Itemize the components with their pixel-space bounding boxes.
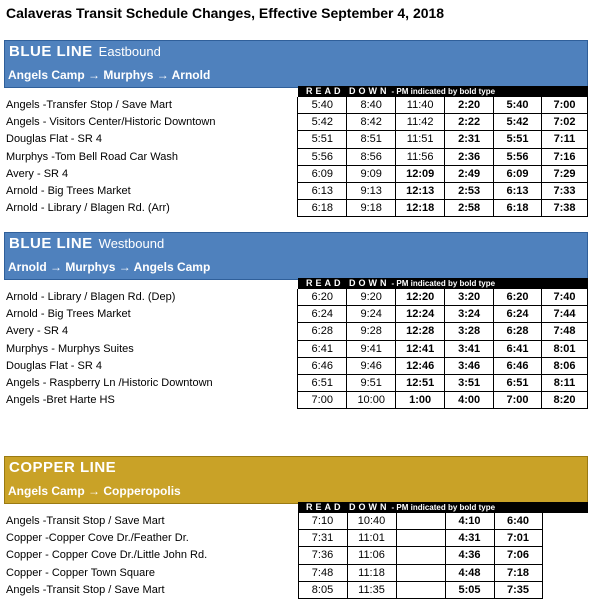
stop-name: Copper - Copper Cove Dr./Little John Rd. — [6, 549, 208, 562]
route-stop: Angels Camp — [133, 260, 211, 274]
departure-time: 9:13 — [347, 182, 396, 199]
schedule-row — [4, 97, 588, 114]
stop-name: Murphys - Murphys Suites — [6, 342, 134, 355]
departure-time: 8:01 — [542, 340, 588, 357]
departure-time: 8:06 — [542, 357, 588, 374]
departure-time: 6:24 — [298, 306, 347, 323]
route-stop: Arnold — [171, 68, 211, 82]
departure-time: 12:13 — [396, 182, 445, 199]
departure-time: 6:46 — [494, 357, 542, 374]
departure-time: 6:51 — [494, 374, 542, 391]
departure-time: 2:31 — [445, 131, 494, 148]
departure-time: 7:38 — [542, 200, 588, 217]
departure-time: 12:24 — [396, 306, 445, 323]
departure-time: 4:00 — [445, 392, 494, 409]
copper-line-section — [4, 456, 588, 606]
departure-time — [542, 530, 588, 547]
departure-time: 9:09 — [347, 165, 396, 182]
schedule-row — [4, 340, 588, 357]
departure-time: 8:40 — [347, 97, 396, 114]
arrow-right-icon: → — [118, 260, 131, 274]
departure-time: 9:24 — [347, 306, 396, 323]
departure-time: 6:41 — [494, 340, 542, 357]
stop-name: Angels - Visitors Center/Historic Downtown — [6, 116, 216, 129]
schedule-row — [4, 148, 588, 165]
stop-name: Copper - Copper Town Square — [6, 566, 155, 579]
read-down-note: - PM indicated by bold type — [391, 279, 496, 288]
departure-time — [396, 513, 445, 530]
departure-time: 4:36 — [445, 547, 494, 564]
stop-name: Avery - SR 4 — [6, 167, 69, 180]
departure-time: 8:51 — [347, 131, 396, 148]
line-name: BLUE LINE — [9, 235, 93, 252]
schedule-row — [4, 306, 588, 323]
departure-time: 2:58 — [445, 200, 494, 217]
departure-time — [542, 581, 588, 598]
departure-time: 8:20 — [542, 392, 588, 409]
section-header-band — [4, 456, 588, 504]
departure-time: 4:10 — [445, 513, 494, 530]
departure-time: 7:06 — [494, 547, 542, 564]
schedule-row — [4, 392, 588, 409]
departure-time: 9:18 — [347, 200, 396, 217]
schedule-row — [4, 289, 588, 306]
read-down-label: READ DOWN — [306, 502, 390, 512]
departure-time: 6:51 — [298, 374, 347, 391]
departure-time: 8:56 — [347, 148, 396, 165]
schedule-table — [4, 97, 588, 217]
departure-time — [542, 513, 588, 530]
schedule-row — [4, 131, 588, 148]
departure-time: 7:00 — [298, 392, 347, 409]
departure-time: 8:11 — [542, 374, 588, 391]
route-label — [5, 479, 587, 503]
departure-time: 10:40 — [347, 513, 396, 530]
schedule-row — [4, 547, 588, 564]
departure-time: 6:28 — [298, 323, 347, 340]
route-label — [5, 63, 587, 87]
read-down-label: READ DOWN — [306, 86, 390, 96]
line-name: COPPER LINE — [9, 459, 117, 476]
departure-time: 7:33 — [542, 182, 588, 199]
departure-time: 5:40 — [494, 97, 542, 114]
departure-time: 7:35 — [494, 581, 542, 598]
stop-name: Arnold - Big Trees Market — [6, 185, 131, 198]
departure-time: 11:18 — [347, 564, 396, 581]
stop-name: Murphys -Tom Bell Road Car Wash — [6, 150, 178, 163]
departure-time: 3:41 — [445, 340, 494, 357]
departure-time: 6:41 — [298, 340, 347, 357]
arrow-right-icon: → — [88, 68, 101, 82]
departure-time: 6:09 — [494, 165, 542, 182]
stop-name: Douglas Flat - SR 4 — [6, 359, 102, 372]
departure-time: 7:29 — [542, 165, 588, 182]
direction-label: Eastbound — [98, 44, 161, 59]
blue-line-eastbound-section — [4, 40, 588, 216]
departure-time: 5:51 — [494, 131, 542, 148]
schedule-row — [4, 357, 588, 374]
departure-time: 8:42 — [347, 114, 396, 131]
departure-time: 7:16 — [542, 148, 588, 165]
departure-time: 7:10 — [298, 513, 347, 530]
departure-time: 7:02 — [542, 114, 588, 131]
departure-time: 6:18 — [494, 200, 542, 217]
departure-time: 12:20 — [396, 289, 445, 306]
schedule-row — [4, 374, 588, 391]
read-down-label: READ DOWN — [306, 278, 390, 288]
departure-time: 12:46 — [396, 357, 445, 374]
departure-time: 5:51 — [298, 131, 347, 148]
stop-name: Angels - Raspberry Ln /Historic Downtown — [6, 377, 213, 390]
stop-name: Avery - SR 4 — [6, 325, 69, 338]
departure-time — [396, 530, 445, 547]
read-down-bar — [298, 502, 588, 513]
departure-time: 3:20 — [445, 289, 494, 306]
departure-time — [542, 564, 588, 581]
departure-time: 11:01 — [347, 530, 396, 547]
departure-time: 6:09 — [298, 165, 347, 182]
departure-time: 7:44 — [542, 306, 588, 323]
departure-time: 6:24 — [494, 306, 542, 323]
departure-time: 7:00 — [494, 392, 542, 409]
departure-time: 2:49 — [445, 165, 494, 182]
stop-name: Angels -Transit Stop / Save Mart — [6, 583, 165, 596]
read-down-note: - PM indicated by bold type — [391, 503, 496, 512]
departure-time: 12:51 — [396, 374, 445, 391]
departure-time: 6:13 — [494, 182, 542, 199]
departure-time: 6:46 — [298, 357, 347, 374]
route-stop: Angels Camp — [8, 484, 85, 498]
departure-time: 2:53 — [445, 182, 494, 199]
schedule-row — [4, 323, 588, 340]
departure-time: 7:00 — [542, 97, 588, 114]
stop-name: Angels -Bret Harte HS — [6, 394, 115, 407]
departure-time: 9:28 — [347, 323, 396, 340]
blue-line-westbound-section — [4, 232, 588, 408]
departure-time: 4:31 — [445, 530, 494, 547]
route-stop: Murphys — [65, 260, 116, 274]
departure-time: 6:20 — [494, 289, 542, 306]
schedule-row — [4, 581, 588, 598]
departure-time — [396, 547, 445, 564]
departure-time: 2:20 — [445, 97, 494, 114]
schedule-table — [4, 289, 588, 409]
stop-name: Arnold - Library / Blagen Rd. (Arr) — [6, 202, 170, 215]
departure-time: 9:46 — [347, 357, 396, 374]
departure-time: 3:24 — [445, 306, 494, 323]
departure-time: 7:01 — [494, 530, 542, 547]
departure-time: 5:56 — [298, 148, 347, 165]
stop-name: Copper -Copper Cove Dr./Feather Dr. — [6, 532, 189, 545]
departure-time: 10:00 — [347, 392, 396, 409]
departure-time: 11:06 — [347, 547, 396, 564]
arrow-right-icon: → — [156, 68, 169, 82]
departure-time: 9:51 — [347, 374, 396, 391]
departure-time: 5:40 — [298, 97, 347, 114]
document-title: Calaveras Transit Schedule Changes, Effective September 4, 2018 — [6, 5, 445, 21]
arrow-right-icon: → — [88, 484, 101, 498]
departure-time: 7:18 — [494, 564, 542, 581]
schedule-table — [4, 513, 588, 599]
departure-time: 7:11 — [542, 131, 588, 148]
departure-time: 6:20 — [298, 289, 347, 306]
departure-time: 11:51 — [396, 131, 445, 148]
route-stop: Copperopolis — [103, 484, 181, 498]
departure-time: 3:28 — [445, 323, 494, 340]
schedule-row — [4, 200, 588, 217]
read-down-note: - PM indicated by bold type — [391, 87, 496, 96]
departure-time: 9:41 — [347, 340, 396, 357]
departure-time: 11:35 — [347, 581, 396, 598]
departure-time: 7:36 — [298, 547, 347, 564]
departure-time: 5:56 — [494, 148, 542, 165]
departure-time: 7:48 — [542, 323, 588, 340]
read-down-bar — [298, 86, 588, 97]
departure-time: 5:05 — [445, 581, 494, 598]
stop-name: Angels -Transfer Stop / Save Mart — [6, 99, 172, 112]
departure-time: 5:42 — [298, 114, 347, 131]
departure-time: 12:18 — [396, 200, 445, 217]
departure-time: 2:22 — [445, 114, 494, 131]
departure-time: 9:20 — [347, 289, 396, 306]
stop-name: Arnold - Library / Blagen Rd. (Dep) — [6, 291, 176, 304]
section-header-band — [4, 232, 588, 280]
departure-time: 4:48 — [445, 564, 494, 581]
departure-time: 2:36 — [445, 148, 494, 165]
direction-label: Westbound — [98, 236, 165, 251]
schedule-row — [4, 165, 588, 182]
departure-time: 5:42 — [494, 114, 542, 131]
departure-time: 6:40 — [494, 513, 542, 530]
departure-time: 3:46 — [445, 357, 494, 374]
arrow-right-icon: → — [50, 260, 63, 274]
route-stop: Angels Camp — [8, 68, 85, 82]
schedule-row — [4, 564, 588, 581]
departure-time: 11:40 — [396, 97, 445, 114]
departure-time: 7:48 — [298, 564, 347, 581]
departure-time: 7:31 — [298, 530, 347, 547]
departure-time: 6:18 — [298, 200, 347, 217]
route-label — [5, 255, 587, 279]
departure-time: 12:28 — [396, 323, 445, 340]
read-down-bar — [298, 278, 588, 289]
departure-time — [396, 581, 445, 598]
stop-name: Douglas Flat - SR 4 — [6, 133, 102, 146]
departure-time: 11:42 — [396, 114, 445, 131]
departure-time: 6:13 — [298, 182, 347, 199]
schedule-row — [4, 182, 588, 199]
departure-time: 11:56 — [396, 148, 445, 165]
departure-time: 7:40 — [542, 289, 588, 306]
section-header-band — [4, 40, 588, 88]
stop-name: Angels -Transit Stop / Save Mart — [6, 515, 165, 528]
route-stop: Murphys — [103, 68, 154, 82]
stop-name: Arnold - Big Trees Market — [6, 308, 131, 321]
schedule-row — [4, 114, 588, 131]
schedule-row — [4, 530, 588, 547]
departure-time: 12:41 — [396, 340, 445, 357]
departure-time — [396, 564, 445, 581]
departure-time: 12:09 — [396, 165, 445, 182]
departure-time: 3:51 — [445, 374, 494, 391]
route-stop: Arnold — [8, 260, 47, 274]
departure-time: 8:05 — [298, 581, 347, 598]
departure-time — [542, 547, 588, 564]
line-name: BLUE LINE — [9, 43, 93, 60]
departure-time: 1:00 — [396, 392, 445, 409]
schedule-row — [4, 513, 588, 530]
departure-time: 6:28 — [494, 323, 542, 340]
